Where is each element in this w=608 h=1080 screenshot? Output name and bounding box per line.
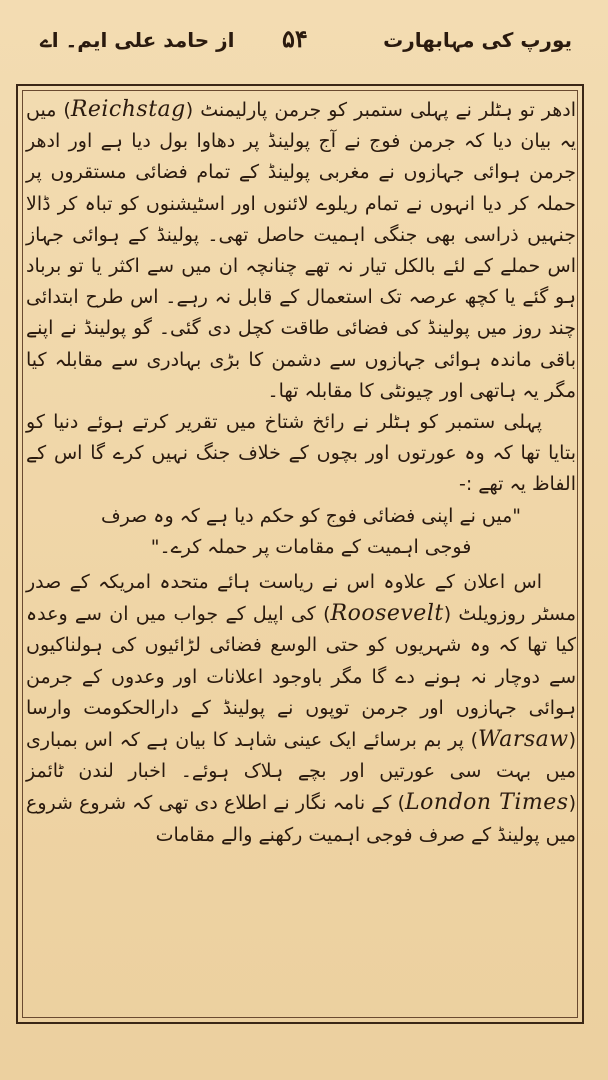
paragraph-3-part-4: ) کے نامہ نگار نے اطلاع دی تھی کہ شروع شروع میں پولینڈ کے صرف فوجی اہمیت رکھنے والے مقامات (26, 792, 576, 846)
page-body (26, 94, 576, 851)
quote-line-2: فوجی اہمیت کے مقامات پر حملہ کرے۔" (150, 535, 472, 558)
page-number: ۵۴ (282, 24, 308, 53)
latin-word-london-times: London Times (405, 790, 569, 816)
paragraph-1 (26, 94, 576, 407)
latin-word-roosevelt: Roosevelt (330, 601, 444, 627)
latin-word-warsaw: Warsaw (478, 727, 569, 753)
page-header (0, 22, 608, 62)
hitler-quote (66, 501, 556, 563)
quote-line-1: "میں نے اپنی فضائی فوج کو حکم دیا ہے کہ وہ صرف (100, 504, 522, 527)
paragraph-3 (26, 567, 576, 851)
paragraph-2: پہلی ستمبر کو ہٹلر نے رائخ شتاخ میں تقریر کرتے ہوئے دنیا کو بتایا تھا کہ وہ عورتوں اور بچوں کے خلاف جنگ نہیں کرے گا اس کے الفاظ یہ تھے :- (26, 411, 576, 496)
paragraph-1-before: ادھر تو ہٹلر نے پہلی ستمبر کو جرمن پارلیمنٹ ( (185, 99, 576, 121)
author-name: از حامد علی ایم۔ اے (40, 28, 235, 52)
book-title: یورپ کی مہابھارت (383, 28, 572, 52)
latin-word-reichstag: Reichstag (70, 97, 186, 122)
paragraph-3-part-2: ) کی اپیل کے جواب میں ان سے وعدہ کیا تھا کہ وہ شہریوں کو حتی الوسع فضائی لڑائیوں کی ہولناکیوں سے دوچار نہ ہونے دے گا مگر باوجود اعلانات اور وعدوں کے جرمن ہوائی جہازوں اور جرمن توپوں نے پولینڈ کے دارالحکومت وارسا ( (26, 603, 576, 752)
paragraph-1-after: ) میں یہ بیان دیا کہ جرمن فوج نے آج پولینڈ پر دھاوا بول دیا ہے اور ادھر جرمن ہوائی جہازوں نے مغربی پولینڈ کے تمام فضائی مستقروں پر حملہ کر دیا انہوں نے تمام ریلوے لائنوں اور اسٹیشنوں کو تباہ کر ڈالا جنہیں ذراسی بھی جنگی اہمیت حاصل تھی۔ پولینڈ کے ہوائی جہاز اس حملے کے لئے بالکل تیار نہ تھے چنانچہ ان میں سے اکثر یا تو برباد ہو گئے یا کچھ عرصہ تک استعمال کے قابل نہ رہے۔ اس طرح ابتدائی چند روز میں پولینڈ کی فضائی طاقت کچل دی گئی۔ گو پولینڈ نے اپنے باقی ماندہ ہوائی جہازوں سے دشمن کا بڑی بہادری سے مقابلہ کیا مگر یہ ہاتھی اور چیونٹی کا مقابلہ تھا۔ (26, 99, 576, 402)
paragraph-3-part-3: ) پر بم برسائے ایک عینی شاہد کا بیان ہے کہ اس بمباری میں بہت سی عورتیں اور بچے ہلاک ہوئے۔ اخبار لندن ٹائمز ( (26, 729, 576, 815)
paragraph-3-part-1: اس اعلان کے علاوہ اس نے ریاست ہائے متحدہ امریکہ کے صدر مسٹر روزویلٹ ( (26, 571, 576, 626)
